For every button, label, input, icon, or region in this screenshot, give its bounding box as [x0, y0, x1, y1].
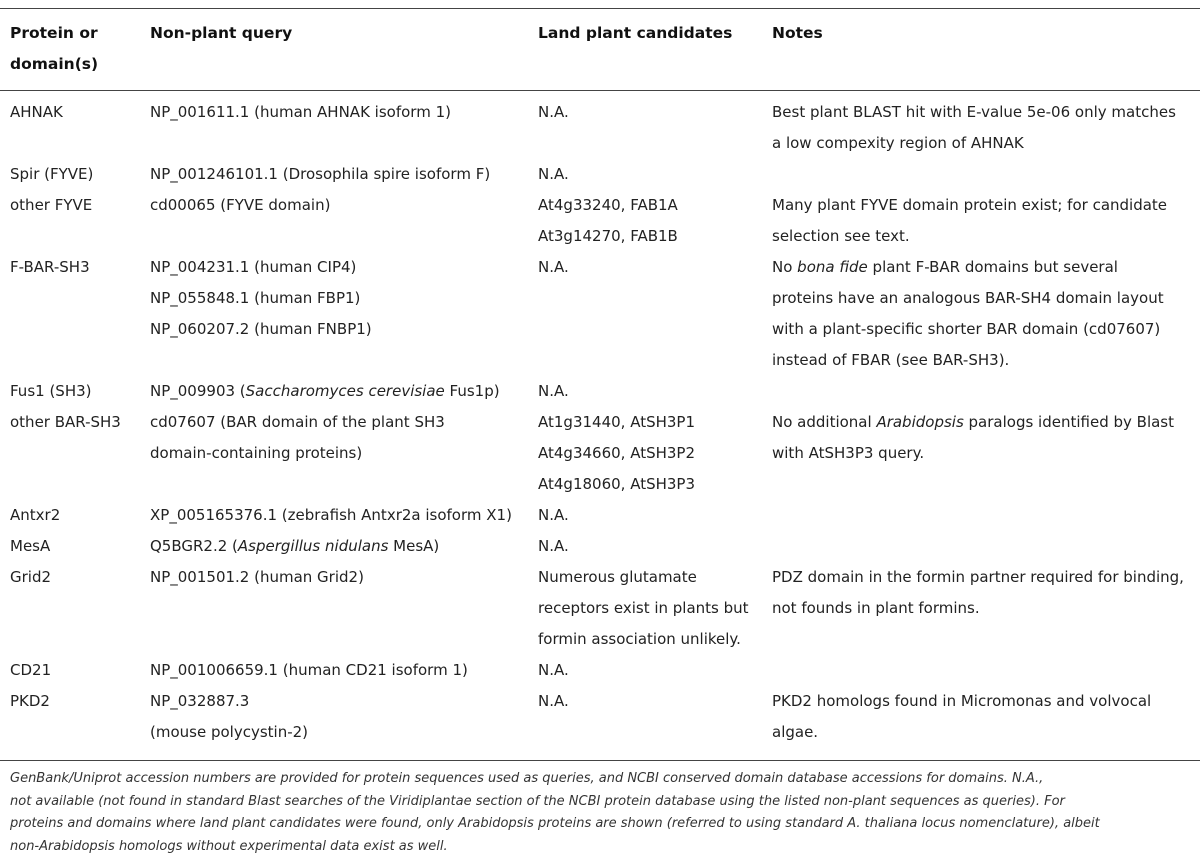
cell-notes [772, 252, 1192, 376]
cell-query [150, 159, 530, 190]
table-row [0, 562, 1200, 655]
cell-line: with a plant-specific shorter BAR domain (cd07607) [772, 320, 1161, 338]
cell-line: cd00065 (FYVE domain) [150, 196, 331, 214]
cell-candidates [538, 531, 763, 562]
cell-line: At4g33240, FAB1A [538, 196, 678, 214]
cell-line: proteins have an analogous BAR-SH4 domain layout [772, 289, 1164, 307]
cell-line: Q5BGR2.2 (Aspergillus nidulans MesA) [150, 537, 440, 555]
cell-line: At4g18060, AtSH3P3 [538, 475, 696, 493]
cell-line: XP_005165376.1 (zebrafish Antxr2a isoform X1) [150, 506, 512, 524]
table-row [0, 655, 1200, 686]
cell-line: NP_060207.2 (human FNBP1) [150, 320, 372, 338]
cell-protein [10, 531, 140, 562]
cell-line: Many plant FYVE domain protein exist; for candidate [772, 196, 1168, 214]
cell-line: Spir (FYVE) [10, 165, 94, 183]
cell-protein [10, 252, 140, 283]
cell-line: CD21 [10, 661, 52, 679]
table-body [0, 97, 1200, 748]
cell-line: cd07607 (BAR domain of the plant SH3 [150, 413, 445, 431]
table-row [0, 376, 1200, 407]
cell-line: N.A. [538, 258, 569, 276]
cell-line: NP_055848.1 (human FBP1) [150, 289, 361, 307]
cell-line: At4g34660, AtSH3P2 [538, 444, 696, 462]
table-header-rule [0, 90, 1200, 91]
cell-candidates [538, 97, 763, 128]
cell-line: (mouse polycystin-2) [150, 723, 309, 741]
cell-line: algae. [772, 723, 819, 741]
cell-candidates [538, 686, 763, 717]
table-bottom-rule [0, 760, 1200, 761]
header-notes: Notes [772, 24, 823, 42]
table-top-rule [0, 8, 1200, 9]
cell-query [150, 97, 530, 128]
footnote-line: non-Arabidopsis homologs without experimental data exist as well. [10, 838, 448, 854]
table-row [0, 159, 1200, 190]
cell-query [150, 376, 530, 407]
cell-line: At1g31440, AtSH3P1 [538, 413, 696, 431]
cell-query [150, 407, 530, 469]
table-row [0, 686, 1200, 748]
cell-protein [10, 562, 140, 593]
cell-line: other BAR-SH3 [10, 413, 121, 431]
table-row [0, 252, 1200, 376]
cell-notes [772, 407, 1192, 469]
table-header-row [0, 18, 1200, 88]
table-row [0, 407, 1200, 500]
cell-line: not founds in plant formins. [772, 599, 980, 617]
cell-protein [10, 407, 140, 438]
cell-line: receptors exist in plants but [538, 599, 749, 617]
cell-line: formin association unlikely. [538, 630, 741, 648]
cell-notes [772, 190, 1192, 252]
cell-line: Numerous glutamate [538, 568, 697, 586]
cell-protein [10, 190, 140, 221]
cell-protein [10, 97, 140, 128]
cell-line: NP_001246101.1 (Drosophila spire isoform F) [150, 165, 491, 183]
cell-line: No additional Arabidopsis paralogs identified by Blast [772, 413, 1175, 431]
cell-line: F-BAR-SH3 [10, 258, 90, 276]
cell-query [150, 531, 530, 562]
cell-protein [10, 655, 140, 686]
cell-line: N.A. [538, 506, 569, 524]
cell-line: NP_009903 (Saccharomyces cerevisiae Fus1p) [150, 382, 500, 400]
cell-candidates [538, 562, 763, 655]
cell-notes [772, 97, 1192, 159]
cell-line: N.A. [538, 661, 569, 679]
header-protein: Protein or domain(s) [10, 24, 99, 73]
cell-line: No bona fide plant F-BAR domains but several [772, 258, 1118, 276]
cell-line: Antxr2 [10, 506, 61, 524]
cell-query [150, 252, 530, 345]
table-footnote [10, 768, 1195, 858]
cell-line: PDZ domain in the formin partner required for binding, [772, 568, 1184, 586]
cell-candidates [538, 655, 763, 686]
table-row [0, 531, 1200, 562]
table-row [0, 500, 1200, 531]
cell-line: NP_004231.1 (human CIP4) [150, 258, 357, 276]
cell-line: N.A. [538, 692, 569, 710]
table-row [0, 190, 1200, 252]
cell-line: N.A. [538, 382, 569, 400]
cell-line: N.A. [538, 165, 569, 183]
footnote-line: GenBank/Uniprot accession numbers are provided for protein sequences used as queries, and NCBI conserved domain database accessions for domains. N.A., [10, 771, 1044, 786]
cell-line: At3g14270, FAB1B [538, 227, 678, 245]
cell-line: N.A. [538, 103, 569, 121]
cell-line: NP_032887.3 [150, 692, 250, 710]
cell-line: Fus1 (SH3) [10, 382, 92, 400]
cell-line: PKD2 homologs found in Micromonas and volvocal [772, 692, 1152, 710]
cell-line: domain-containing proteins) [150, 444, 363, 462]
cell-query [150, 500, 530, 531]
cell-query [150, 190, 530, 221]
cell-line: NP_001611.1 (human AHNAK isoform 1) [150, 103, 451, 121]
cell-protein [10, 686, 140, 717]
cell-candidates [538, 252, 763, 283]
cell-protein [10, 376, 140, 407]
table-row [0, 97, 1200, 159]
cell-candidates [538, 376, 763, 407]
cell-query [150, 686, 530, 748]
cell-line: Grid2 [10, 568, 52, 586]
header-land-plant-candidates: Land plant candidates [538, 24, 733, 42]
cell-notes [772, 686, 1192, 748]
cell-query [150, 562, 530, 593]
header-non-plant-query: Non-plant query [150, 24, 293, 42]
cell-candidates [538, 500, 763, 531]
cell-line: PKD2 [10, 692, 50, 710]
cell-line: NP_001006659.1 (human CD21 isoform 1) [150, 661, 468, 679]
cell-line: Best plant BLAST hit with E-value 5e-06 only matches [772, 103, 1176, 121]
cell-protein [10, 500, 140, 531]
cell-line: NP_001501.2 (human Grid2) [150, 568, 364, 586]
cell-candidates [538, 190, 763, 252]
footnote-line: not available (not found in standard Blast searches of the Viridiplantae section of the NCBI protein database using the listed non-plant sequences as queries). For [10, 793, 1065, 809]
cell-notes [772, 562, 1192, 624]
cell-candidates [538, 407, 763, 500]
cell-protein [10, 159, 140, 190]
cell-line: other FYVE [10, 196, 93, 214]
cell-line: selection see text. [772, 227, 910, 245]
cell-candidates [538, 159, 763, 190]
footnote-line: proteins and domains where land plant candidates were found, only Arabidopsis proteins are shown (referred to using standard A. thaliana locus nomenclature), albeit [10, 816, 1100, 831]
cell-line: N.A. [538, 537, 569, 555]
cell-line: a low compexity region of AHNAK [772, 134, 1024, 152]
cell-line: instead of FBAR (see BAR-SH3). [772, 351, 1010, 369]
cell-line: with AtSH3P3 query. [772, 444, 925, 462]
cell-line: MesA [10, 537, 51, 555]
cell-query [150, 655, 530, 686]
cell-line: AHNAK [10, 103, 63, 121]
